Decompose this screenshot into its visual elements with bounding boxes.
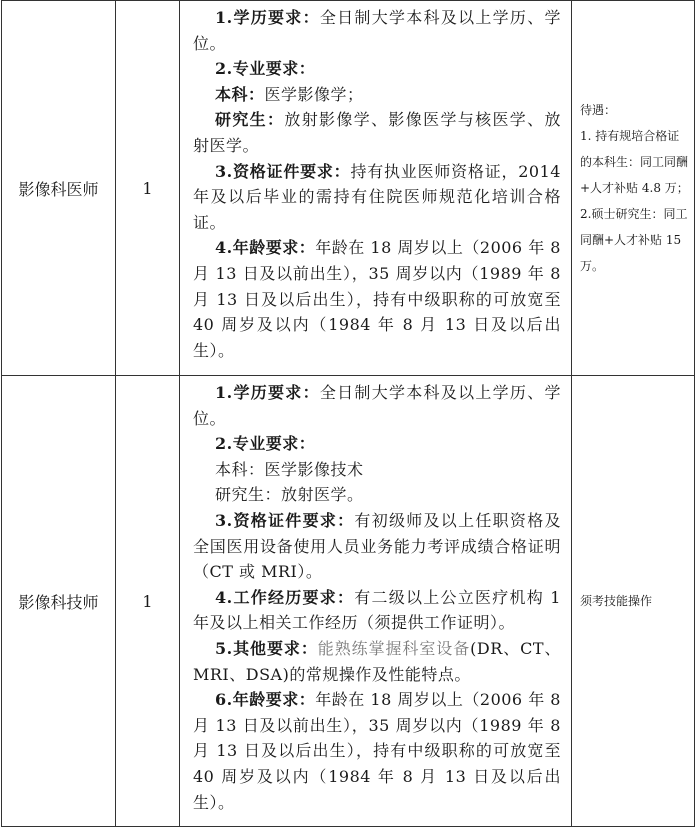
requirement-certificate <box>193 159 561 236</box>
requirement-title: 1.学历要求： <box>215 383 320 402</box>
requirement-text: 有初级师及以上任职资格及全国医用设备使用人员业务能力考评成绩合格证明（CT 或 MRI）。 <box>193 510 561 582</box>
requirement-other <box>193 636 561 687</box>
requirement-title: 2.专业要求： <box>215 59 316 79</box>
requirement-title: 5.其他要求： <box>215 638 318 658</box>
requirement-title: 6.年龄要求： <box>215 690 316 710</box>
remarks-cell <box>572 1 695 376</box>
requirement-experience <box>193 585 561 636</box>
requirement-education <box>193 380 561 431</box>
requirement-text: 放射影像学、影像医学与核医学、放射医学。 <box>193 110 561 155</box>
requirement-education <box>193 5 561 56</box>
requirement-title: 3.资格证件要求： <box>215 161 351 181</box>
requirement-text: 医学影像学； <box>264 84 364 104</box>
requirement-text: 全日制大学本科及以上学历、学位。 <box>193 8 561 53</box>
count-cell: 1 <box>116 376 180 827</box>
requirement-major-bachelor: 本科：医学影像技术 <box>215 459 364 479</box>
remarks-cell <box>572 376 695 827</box>
requirement-text: 全日制大学本科及以上学历、学位。 <box>193 383 561 428</box>
requirement-title: 3.资格证件要求： <box>215 510 355 530</box>
requirement-text: 持有执业医师资格证，2014 年及以后毕业的需持有住院医师规范化培训合格证。 <box>193 161 561 232</box>
recruitment-table <box>1 0 695 827</box>
position-cell: 影像科技师 <box>2 376 116 827</box>
requirement-major-graduate: 研究生：放射医学。 <box>215 485 364 505</box>
requirement-major-graduate <box>193 107 561 158</box>
requirement-subtitle: 本科： <box>215 84 265 104</box>
table-row <box>2 376 695 827</box>
requirement-age <box>193 235 561 363</box>
requirement-text: 能熟练掌握科室设备 <box>317 638 471 658</box>
requirement-title: 4.工作经历要求： <box>215 587 355 607</box>
remark-line: 待遇： <box>580 103 617 117</box>
requirement-age <box>193 687 561 815</box>
requirement-text: 年龄在 18 周岁以上（2006 年 8 月 13 日及以前出生），35 周岁以内（1989 年 8 月 13 日及以后出生），持有中级职称的可放宽至 40 周岁及以内（1984 年 8 月 13 日及以后出生）。 <box>193 238 561 360</box>
requirement-title: 2.专业要求： <box>215 434 316 454</box>
requirement-major-bachelor <box>193 82 561 108</box>
table-row <box>2 1 695 376</box>
requirements-cell <box>180 1 572 376</box>
requirement-subtitle: 研究生： <box>215 110 285 130</box>
remark-line: 须考技能操作 <box>580 594 653 608</box>
requirement-major <box>193 431 561 457</box>
requirement-certificate <box>193 508 561 585</box>
requirement-text: 有二级以上公立医疗机构 1 年及以上相关工作经历（须提供工作证明）。 <box>193 587 561 633</box>
position-cell: 影像科医师 <box>2 1 116 376</box>
remark-line: 1. 持有规培合格证的本科生：同工同酬+人才补贴 4.8 万； <box>580 129 689 195</box>
requirement-text: 年龄在 18 周岁以上（2006 年 8 月 13 日及以前出生），35 周岁以内（1989 年 8 月 13 日及以后出生），持有中级职称的可放宽至 40 周岁及以内（1984 年 8 月 13 日及以后出生）。 <box>193 690 561 812</box>
requirements-cell <box>180 376 572 827</box>
requirement-title: 4.年龄要求： <box>215 238 316 258</box>
requirement-text: (DR、CT、MRI、DSA)的常规操作及性能特点。 <box>193 638 561 684</box>
count-cell: 1 <box>116 1 180 376</box>
requirement-major <box>193 56 561 82</box>
requirement-title: 1.学历要求： <box>215 8 320 27</box>
remark-line: 2.硕士研究生：同工同酬+人才补贴 15 万。 <box>580 207 688 273</box>
